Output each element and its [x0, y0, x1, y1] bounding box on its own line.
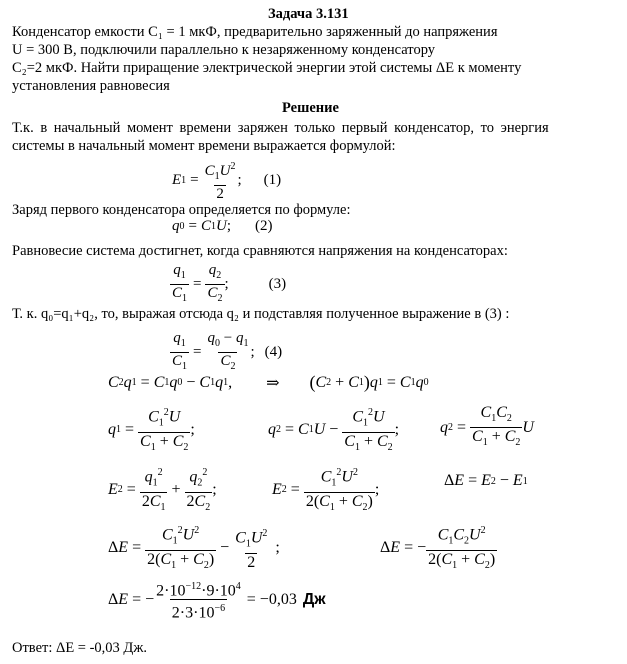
equation-q1: q 1 = $\frac{C_1^2U}{C_1 + C_2}$ ; — [108, 404, 195, 456]
equation-3: $\frac{q_1}{C_1}$ = $\frac{q_2}{C_2}$ ; (3) — [170, 262, 286, 307]
problem-line-4: установления равновесия — [12, 78, 170, 94]
result-unit: Дж — [302, 590, 326, 608]
solution-paragraph-2: Заряд первого конденсатора определяется по формуле: — [12, 202, 351, 218]
equation-2: q 0 = C 1 U ; (2) — [172, 218, 273, 234]
equation-2-label: (2) — [255, 218, 273, 234]
equation-e2-closed: E 2 = $\frac{C_1^2U^2}{2(C_1 + C_2)}$ ; — [272, 464, 379, 516]
equation-e2-sum: E 2 = $\frac{q_1^2}{2C_1}$ + $\frac{q_2^2}{2C_2}$ ; — [108, 464, 217, 516]
equation-4: $\frac{q_1}{C_1}$ = $\frac{q_0 - q_1}{C_2}$ ; (4) — [170, 330, 282, 375]
equation-delta-e-expanded: Δ E = $\frac{C_1^2U^2}{2(C_1 + C_2)}$ − $\frac{C_1U^2}{2}$ ; — [108, 522, 280, 574]
problem-title: Задача 3.131 — [268, 6, 349, 22]
equation-delta-e-result: Δ E = − $\frac{C_1C_2U^2}{2(C_1 + C_2)}$ — [380, 522, 497, 574]
problem-line-1: Конденсатор емкости С₁ = 1 мкФ, предварительно заряженный до напряжения — [12, 24, 498, 40]
solution-paragraph-3: Равновесие система достигнет, когда сравняются напряжения на конденсаторах: — [12, 243, 508, 259]
equation-q2-first: q 2 = C 1 U − $\frac{C_1^2U}{C_1 + C_2}$ ; — [268, 404, 399, 456]
solution-paragraph-4: Т. к. q₀=q₁+q₂, то, выражая отсюда q₂ и подставляя полученное выражение в (3) : — [12, 306, 510, 322]
problem-line-2: U = 300 В, подключили параллельно к незаряженному конденсатору — [12, 42, 435, 58]
equation-3-label: (3) — [268, 276, 287, 292]
equation-delta-e-def: Δ E = E 2 − E 1 — [444, 472, 528, 489]
equation-numeric: Δ E = − $\frac{2\cdot 10^{-12}\cdot 9\cdot 10^4}{2\cdot 3\cdot 10^{-6}}$ = −0,03 Дж — [108, 581, 326, 622]
equation-1-label: (1) — [263, 172, 282, 188]
equation-4-label: (4) — [264, 344, 283, 360]
solution-heading: Решение — [282, 100, 339, 116]
answer-line: Ответ: ΔЕ = -0,03 Дж. — [12, 640, 147, 656]
solution-paragraph-1b: системы в начальный момент времени выражается формулой: — [12, 138, 396, 154]
solution-paragraph-1a: Т.к. в начальный момент времени заряжен только первый конденсатор, то энергия — [12, 120, 549, 136]
equation-1: E 1 = $\frac{C_1U^2}{2}$ ; (1) — [172, 161, 282, 202]
problem-line-3: С₂=2 мкФ. Найти приращение электрической энергии этой системы ΔЕ к моменту — [12, 60, 522, 76]
result-value: = −0,03 — [246, 590, 297, 608]
equation-derivation: C 2 q 1 = C 1 q 0 − C 1 q 1 , ⇒ ( C 2 + C 1 ) q 1 = C 1 q 0 — [108, 372, 429, 392]
equation-q2-second: q 2 = $\frac{C_1C_2}{C_1 + C_2}$ U — [440, 404, 534, 451]
